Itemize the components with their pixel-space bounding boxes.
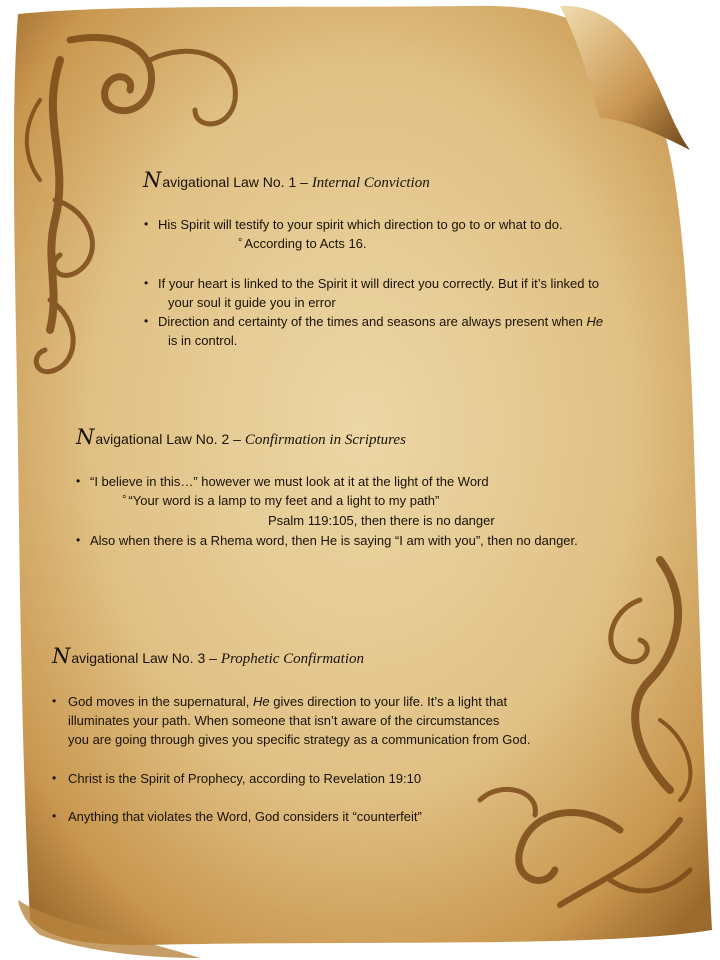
section-1-dropcap: N [143, 168, 162, 192]
section-3-dropcap: N [52, 644, 71, 668]
section-2-dropcap: N [76, 425, 95, 449]
section-3-title: avigational Law No. 3 – [71, 650, 221, 666]
section-3-heading [52, 644, 364, 668]
section-3-subtitle: Prophetic Confirmation [220, 651, 365, 667]
list-item: • His Spirit will testify to your spirit which direction to go to or what to do. [144, 217, 563, 232]
section-1-subtitle: Internal Conviction [311, 175, 430, 191]
list-item: • “I believe in this…” however we must look at it at the light of the Word [76, 474, 489, 489]
section-2-heading [76, 425, 406, 449]
list-item: • Christ is the Spirit of Prophecy, according to Revelation 19:10 [52, 771, 422, 786]
section-2-title: avigational Law No. 2 – [95, 431, 245, 447]
section-1-title: avigational Law No. 1 – [162, 174, 312, 190]
section-1-heading [143, 168, 430, 192]
scripture-reference: Psalm 119:105, then there is no danger [268, 513, 495, 528]
section-2-subtitle: Confirmation in Scriptures [244, 432, 406, 448]
list-item: • If your heart is linked to the Spirit it will direct you correctly. But if it’s linked to your soul it guide you in error [144, 276, 599, 310]
list-item: • God moves in the supernatural, He gives direction to your life. It’s a light that illuminates your path. When someone that isn’t aware of the circumstances you are going through gives you specific strategy as a communication from God. [52, 694, 531, 747]
list-subitem: ° According to Acts 16. [238, 236, 367, 251]
list-item: • Anything that violates the Word, God considers it “counterfeit” [52, 809, 422, 824]
list-item: • Direction and certainty of the times and seasons are always present when He is in control. [144, 314, 604, 348]
list-subitem: ° “Your word is a lamp to my feet and a light to my path” [122, 493, 440, 508]
list-item: • Also when there is a Rhema word, then He is saying “I am with you”, then no danger. [76, 533, 578, 548]
